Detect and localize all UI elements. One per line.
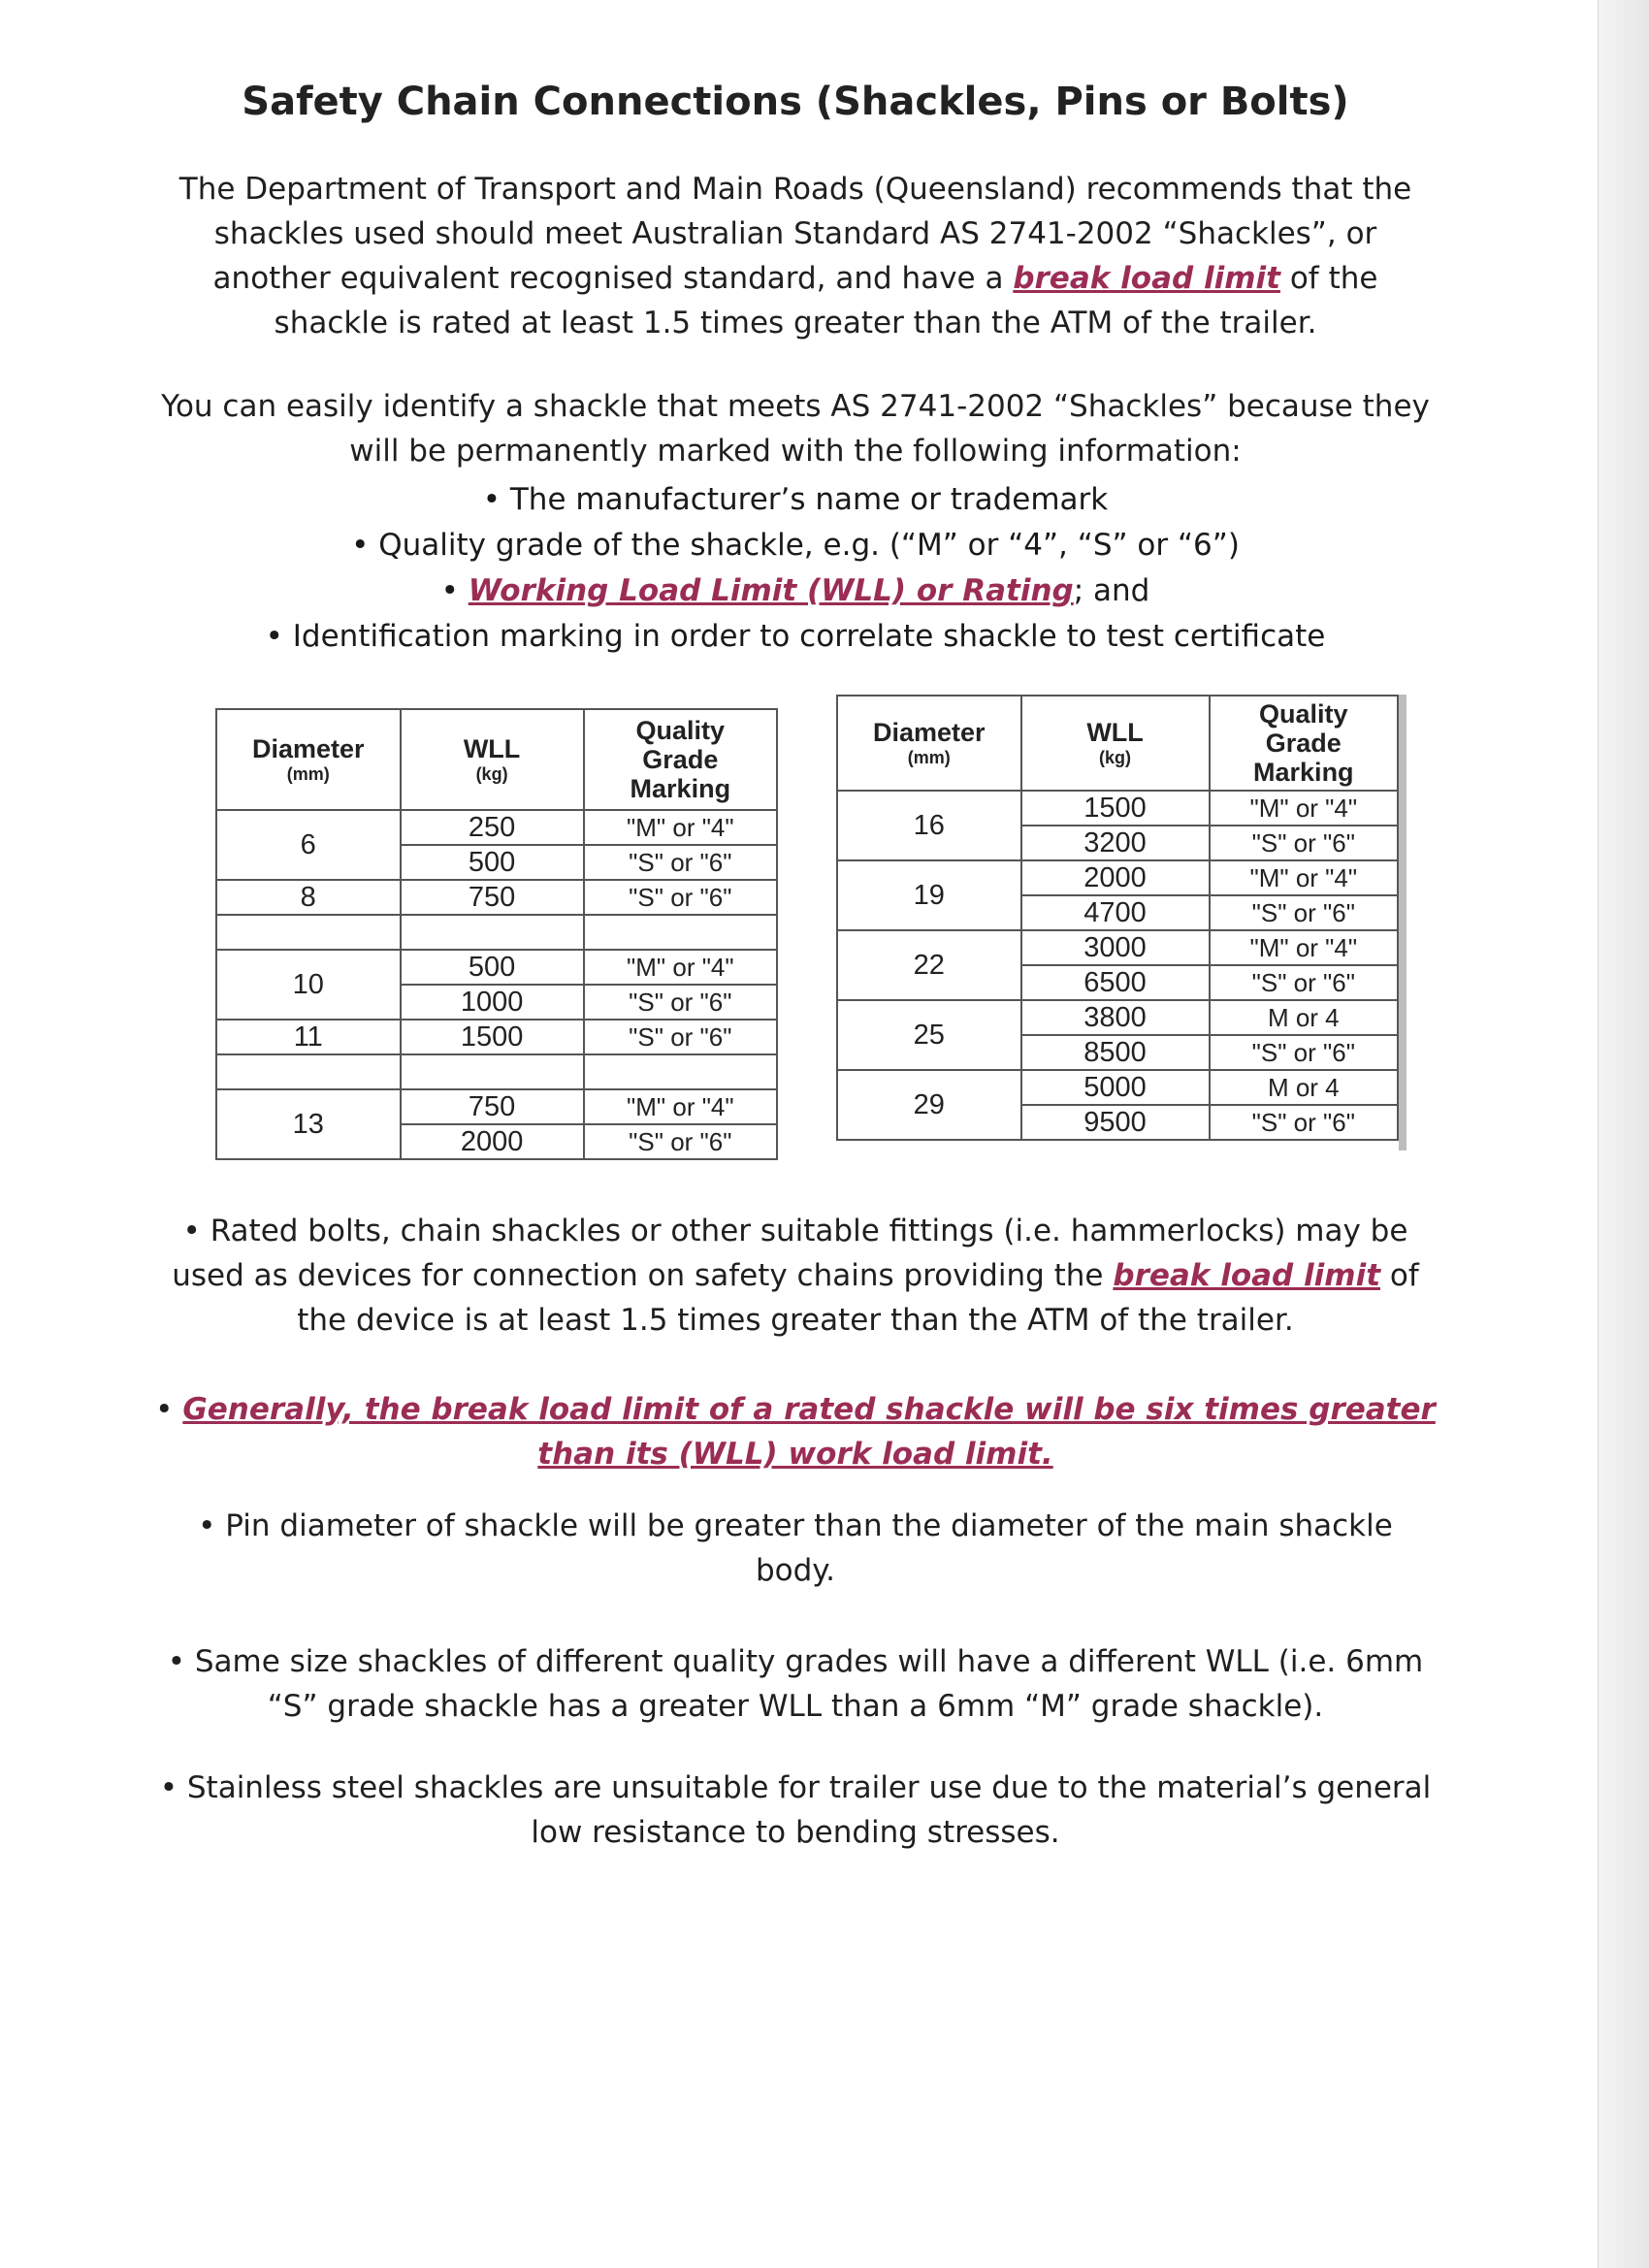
grade-cell: M or 4 [1210,1000,1398,1035]
diameter-cell: 13 [216,1089,401,1159]
table-row [837,860,1398,895]
table-spacer-row [216,915,777,950]
same-size-text: Same size shackles of different quality grades will have a different WLL (i.e. 6mm “S” grade shackle has a greater WLL than a 6mm “M” grade shackle). [194,1644,1424,1724]
stainless-bullet [155,1766,1436,1855]
table-row [216,810,777,845]
diameter-cell: 25 [837,1000,1021,1070]
grade-cell: "S" or "6" [584,1020,777,1054]
wll-cell: 6500 [1021,965,1210,1000]
generally-bullet [155,1387,1436,1476]
page-edge [1598,0,1649,2268]
table-row [216,880,777,915]
marking-item-identification: • Identification marking in order to correlate shackle to test certificate [155,614,1436,660]
grade-cell: M or 4 [1210,1070,1398,1105]
diameter-cell: 16 [837,791,1021,860]
diameter-cell: 8 [216,880,401,915]
wll-cell: 4700 [1021,895,1210,930]
stainless-text: Stainless steel shackles are unsuitable for trailer use due to the material’s general low resistance to bending stresses. [186,1770,1432,1850]
wll-cell: 250 [401,810,584,845]
table-row [837,1000,1398,1035]
grade-cell: "S" or "6" [584,880,777,915]
wll-suffix: ; and [1073,573,1150,608]
rated-text-before: Rated bolts, chain shackles or other suitable fittings (i.e. hammerlocks) may be used as devices for connection on safety chains providing the [172,1214,1408,1293]
wll-cell: 1500 [401,1020,584,1054]
diameter-cell: 11 [216,1020,401,1054]
diameter-cell: 29 [837,1070,1021,1140]
grade-cell: "M" or "4" [584,1089,777,1124]
wll-cell: 1500 [1021,791,1210,826]
grade-cell: "S" or "6" [1210,895,1398,930]
table-header-row [216,709,777,810]
rated-text-after: of the device is at least 1.5 times greater than the ATM of the trailer. [297,1258,1419,1338]
bullet-dot [168,1644,195,1679]
wll-cell: 3800 [1021,1000,1210,1035]
wll-highlight: Working Load Limit (WLL) or Rating [468,573,1074,608]
header-diameter: Diameter (mm) [216,709,401,810]
rated-bolts-bullet [155,1209,1436,1343]
intro-highlight-break-load-limit: break load limit [1013,261,1280,296]
wll-cell: 8500 [1021,1035,1210,1070]
grade-cell: "S" or "6" [1210,965,1398,1000]
table-row [837,930,1398,965]
diameter-cell: 22 [837,930,1021,1000]
grade-cell: "S" or "6" [584,985,777,1020]
marking-item-wll [155,568,1436,614]
marking-list [155,477,1436,660]
shackle-table-right [836,695,1399,1141]
intro-paragraph [155,167,1436,345]
grade-cell: "S" or "6" [584,845,777,880]
table-spacer-row [216,1054,777,1089]
grade-cell: "M" or "4" [584,810,777,845]
header-wll: WLL (kg) [401,709,584,810]
grade-cell: "S" or "6" [584,1124,777,1159]
shackle-table-left [215,708,778,1160]
intro-text-before: The Department of Transport and Main Roads (Queensland) recommends that the shackles used should meet Australian Standard AS 2741-2002 “Shackles”, or another equivalent recognised standard, and have a [178,172,1412,296]
header-diameter: Diameter (mm) [837,696,1021,791]
table-header-row [837,696,1398,791]
table-shadow [1399,695,1406,1150]
wll-cell: 750 [401,880,584,915]
bullet-dot [160,1770,187,1805]
header-grade: Quality Grade Marking [584,709,777,810]
marking-item-quality-grade: • Quality grade of the shackle, e.g. (“M” or “4”, “S” or “6”) [155,523,1436,568]
rated-highlight-break-load-limit: break load limit [1113,1258,1381,1293]
bullet-dot [198,1508,225,1543]
marking-item-manufacturer: • The manufacturer’s name or trademark [155,477,1436,523]
pin-text: Pin diameter of shackle will be greater than the diameter of the main shackle body. [225,1508,1393,1588]
header-wll: WLL (kg) [1021,696,1210,791]
wll-cell: 5000 [1021,1070,1210,1105]
wll-cell: 3200 [1021,826,1210,860]
table-row [216,1020,777,1054]
identify-paragraph: You can easily identify a shackle that meets AS 2741-2002 “Shackles” because they will be permanently marked with the following information: [161,389,1430,469]
diameter-cell: 10 [216,950,401,1020]
grade-cell: "M" or "4" [584,950,777,985]
pin-diameter-bullet [155,1504,1436,1593]
table-row [216,1089,777,1124]
bullet-dot [183,1214,210,1248]
grade-cell: "M" or "4" [1210,930,1398,965]
grade-cell: "M" or "4" [1210,791,1398,826]
grade-cell: "S" or "6" [1210,826,1398,860]
table-row [837,1070,1398,1105]
diameter-cell: 19 [837,860,1021,930]
same-size-bullet [155,1639,1436,1729]
generally-text: Generally, the break load limit of a rated shackle will be six times greater than its (WLL) work load limit. [182,1392,1436,1472]
wll-cell: 1000 [401,985,584,1020]
bullet-dot [155,1392,182,1427]
wll-cell: 9500 [1021,1105,1210,1140]
intro-text-after: of the shackle is rated at least 1.5 times greater than the ATM of the trailer. [274,261,1378,340]
grade-cell: "S" or "6" [1210,1105,1398,1140]
wll-cell: 500 [401,950,584,985]
page-title: Safety Chain Connections (Shackles, Pins or Bolts) [242,80,1349,124]
table-row [837,791,1398,826]
wll-cell: 750 [401,1089,584,1124]
wll-cell: 2000 [1021,860,1210,895]
wll-cell: 500 [401,845,584,880]
table-row [216,950,777,985]
grade-cell: "S" or "6" [1210,1035,1398,1070]
wll-cell: 2000 [401,1124,584,1159]
grade-cell: "M" or "4" [1210,860,1398,895]
wll-cell: 3000 [1021,930,1210,965]
header-grade: Quality Grade Marking [1210,696,1398,791]
diameter-cell: 6 [216,810,401,880]
